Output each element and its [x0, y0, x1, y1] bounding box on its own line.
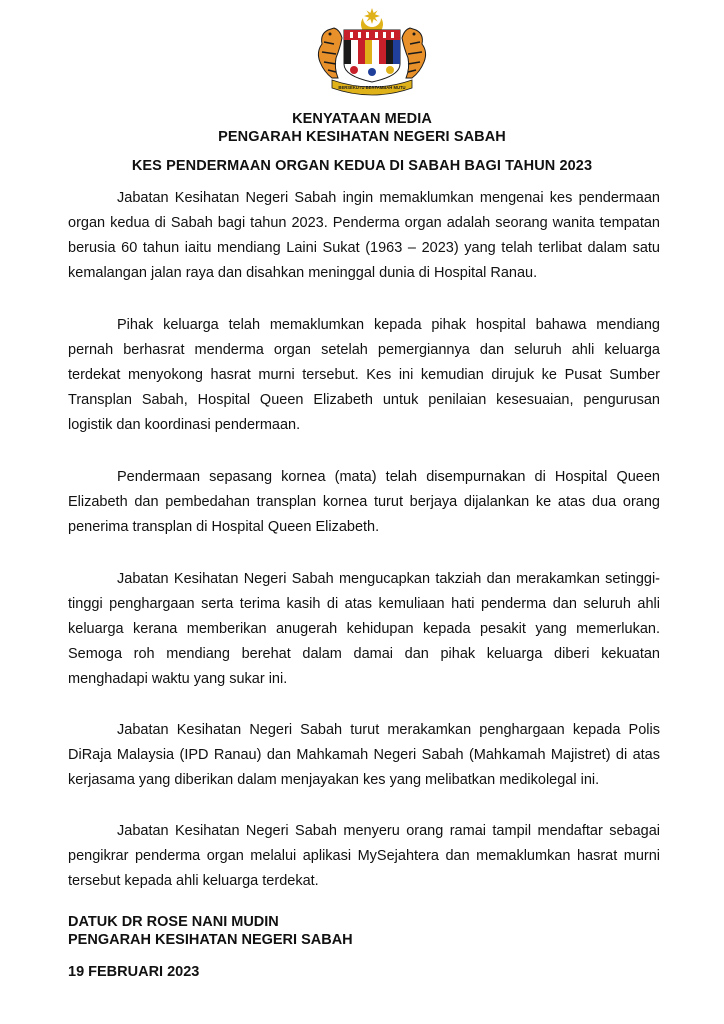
malaysia-coat-of-arms-icon [306, 8, 438, 96]
statement-title: KES PENDERMAAN ORGAN KEDUA DI SABAH BAGI TAHUN 2023 [131, 158, 593, 174]
paragraph-4: Jabatan Kesihatan Negeri Sabah mengucapkan takziah dan merakamkan setinggi-tinggi penghargaan serta terima kasih di atas kemuliaan hati penderma dan seluruh ahli keluarga kerana memberikan anugerah kehidupan kepada pesakit yang memerlukan. Semoga roh mendiang berehat dalam damai dan pihak keluarga diberi kekuatan menghadapi waktu yang sukar ini. [68, 571, 660, 687]
paragraph-3: Pendermaan sepasang kornea (mata) telah disempurnakan di Hospital Queen Elizabeth dan pembedahan transplan kornea turut berjaya dijalankan ke atas dua orang penerima transplan di Hospital Queen Elizabeth. [68, 469, 660, 535]
statement-date: 19 FEBRUARI 2023 [68, 964, 200, 980]
paragraph-1: Jabatan Kesihatan Negeri Sabah ingin memaklumkan mengenai kes pendermaan organ kedua di Sabah bagi tahun 2023. Penderma organ adalah seorang wanita tempatan berusia 60 tahun iaitu mendiang Laini Sukat (1963 – 2023) yang telah terlibat dalam satu kemalangan jalan raya dan disahkan meninggal dunia di Hospital Ranau. [68, 190, 660, 281]
media-statement-heading: KENYATAAN MEDIA [292, 111, 432, 127]
paragraph-2: Pihak keluarga telah memaklumkan kepada pihak hospital bahawa mendiang pernah berhasrat menderma organ setelah pemergiannya dan seluruh ahli keluarga terdekat menyokong hasrat murni tersebut. Kes ini kemudian dirujuk ke Pusat Sumber Transplan Sabah, Hospital Queen Elizabeth untuk penilaian kesesuaian, pengurusan logistik dan koordinasi pendermaan. [68, 317, 660, 433]
svg-text:BERSEKUTU BERTAMBAH MUTU: BERSEKUTU BERTAMBAH MUTU [338, 85, 406, 90]
director-heading: PENGARAH KESIHATAN NEGERI SABAH [218, 129, 506, 145]
signatory-name: DATUK DR ROSE NANI MUDIN [68, 914, 279, 930]
paragraph-5: Jabatan Kesihatan Negeri Sabah turut merakamkan penghargaan kepada Polis DiRaja Malaysia (IPD Ranau) dan Mahkamah Negeri Sabah (Mahkamah Majistret) di atas kerjasama yang diberikan dalam menjayakan kes yang melibatkan medikolegal ini. [68, 722, 660, 788]
signatory-position: PENGARAH KESIHATAN NEGERI SABAH [68, 932, 353, 948]
paragraph-6: Jabatan Kesihatan Negeri Sabah menyeru orang ramai tampil mendaftar sebagai pengikrar penderma organ melalui aplikasi MySejahtera dan memaklumkan hasrat murni tersebut kepada ahli keluarga terdekat. [68, 823, 660, 889]
